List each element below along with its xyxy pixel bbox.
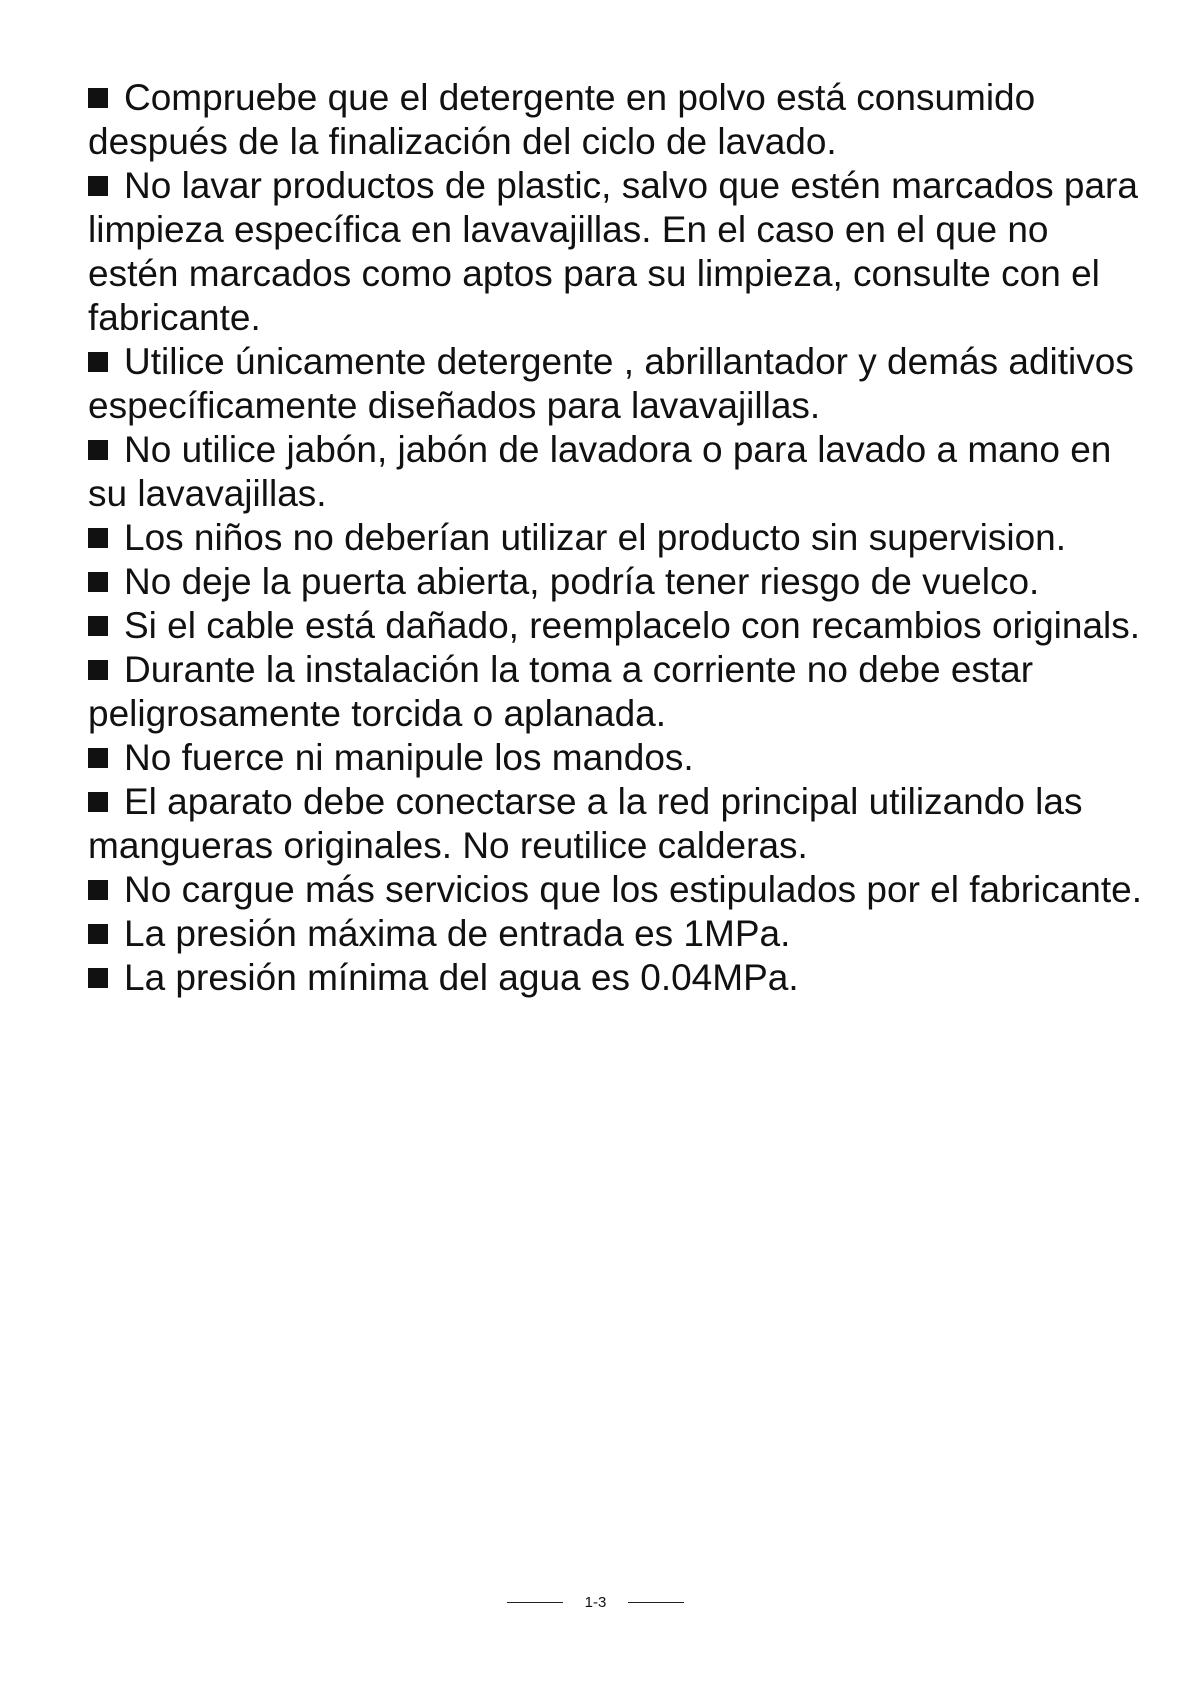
list-item-text: No utilice jabón, jabón de lavadora o para lavado a mano en su lavavajillas. [88,429,1112,514]
list-item-text: Durante la instalación la toma a corriente no debe estar peligrosamente torcida o aplanada. [88,649,1034,734]
square-bullet-icon [88,352,108,372]
footer-left-rule [507,1602,563,1603]
list-item [88,868,1148,912]
list-item-text: Utilice únicamente detergente , abrillantador y demás aditivos específicamente diseñados para lavavajillas. [88,341,1134,426]
list-item [88,956,1148,1000]
list-item-text: No cargue más servicios que los estipulados por el fabricante. [124,869,1143,910]
page-number: 1-3 [584,1593,607,1611]
list-item [88,516,1148,560]
square-bullet-icon [88,968,108,988]
square-bullet-icon [88,748,108,768]
list-item-text: Compruebe que el detergente en polvo está consumido después de la finalización del ciclo de lavado. [88,77,1036,162]
list-item-text: Si el cable está dañado, reemplacelo con recambios originals. [124,605,1141,646]
list-item-text: No deje la puerta abierta, podría tener riesgo de vuelco. [124,561,1040,602]
square-bullet-icon [88,616,108,636]
list-item [88,648,1148,736]
list-item [88,560,1148,604]
list-item-text: La presión mínima del agua es 0.04MPa. [124,957,799,998]
list-item [88,780,1148,868]
list-item [88,76,1148,164]
list-item [88,164,1148,340]
list-item-text: No lavar productos de plastic, salvo que estén marcados para limpieza específica en lavavajillas. En el caso en el que no estén marcados como aptos para su limpieza, consulte con el fabricante. [88,165,1138,338]
square-bullet-icon [88,88,108,108]
square-bullet-icon [88,176,108,196]
list-item [88,912,1148,956]
square-bullet-icon [88,792,108,812]
square-bullet-icon [88,924,108,944]
footer-right-rule [628,1602,684,1603]
list-item-text: Los niños no deberían utilizar el producto sin supervision. [124,517,1067,558]
list-item-text: La presión máxima de entrada es 1MPa. [124,913,791,954]
square-bullet-icon [88,572,108,592]
safety-instructions-list [88,76,1148,1000]
list-item [88,428,1148,516]
list-item [88,604,1148,648]
square-bullet-icon [88,660,108,680]
list-item-text: El aparato debe conectarse a la red principal utilizando las mangueras originales. No reutilice calderas. [88,781,1083,866]
page-footer [0,1590,1191,1614]
list-item [88,340,1148,428]
list-item [88,736,1148,780]
square-bullet-icon [88,440,108,460]
square-bullet-icon [88,528,108,548]
list-item-text: No fuerce ni manipule los mandos. [124,737,694,778]
square-bullet-icon [88,880,108,900]
